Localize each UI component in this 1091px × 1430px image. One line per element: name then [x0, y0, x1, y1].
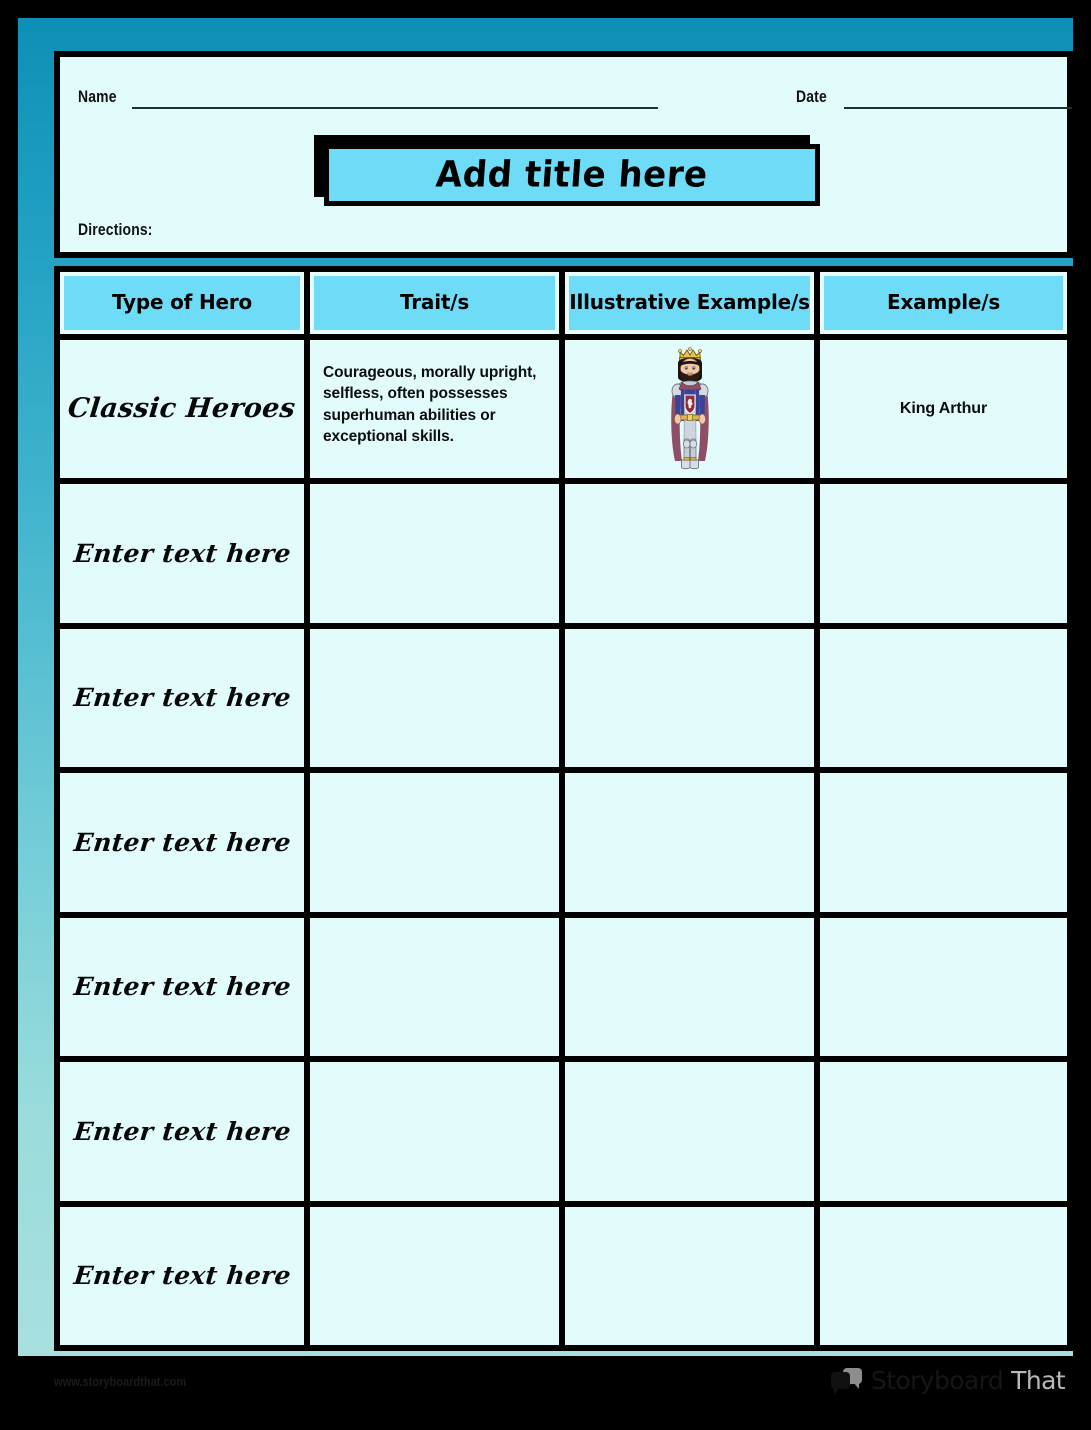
- king-arthur-icon: [658, 343, 722, 475]
- table-header-label: Trait/s: [400, 290, 470, 315]
- header-panel: [54, 51, 1073, 258]
- cell-traits[interactable]: [310, 773, 559, 911]
- hero-types-table: [54, 266, 1073, 1351]
- table-row: [60, 340, 1067, 478]
- cell-traits[interactable]: [310, 1062, 559, 1200]
- cell-example[interactable]: [820, 1207, 1067, 1345]
- header-pill: [569, 276, 810, 330]
- table-header-cell-traits: [310, 272, 559, 334]
- cell-type-of-hero[interactable]: [60, 629, 304, 767]
- cell-example[interactable]: [820, 1062, 1067, 1200]
- cell-text: Courageous, morally upright, selfless, often possesses superhuman abilities or exceptional skills.: [323, 364, 537, 446]
- cell-type-of-hero[interactable]: [60, 340, 304, 478]
- table-header-cell-examples: [820, 272, 1067, 334]
- cell-placeholder-text: Enter text here: [72, 1261, 292, 1291]
- cell-example[interactable]: [820, 484, 1067, 622]
- cell-type-of-hero[interactable]: [60, 1207, 304, 1345]
- title-box[interactable]: [324, 144, 820, 206]
- table-row: [60, 918, 1067, 1056]
- cell-illustrative-example[interactable]: [565, 484, 814, 622]
- table-row: [60, 1207, 1067, 1345]
- cell-traits[interactable]: [310, 629, 559, 767]
- cell-traits[interactable]: [310, 340, 559, 478]
- date-label: Date: [796, 87, 827, 106]
- cell-example[interactable]: [820, 629, 1067, 767]
- cell-placeholder-text: Enter text here: [72, 972, 292, 1002]
- header-pill: [314, 276, 555, 330]
- cell-example[interactable]: [820, 773, 1067, 911]
- table-header-label: Illustrative Example/s: [569, 290, 810, 315]
- table-header-cell-illustrative-examples: [565, 272, 814, 334]
- table-header-row: [60, 272, 1067, 334]
- footer: [54, 1358, 1073, 1414]
- cell-illustrative-example[interactable]: [565, 773, 814, 911]
- cell-example[interactable]: [820, 340, 1067, 478]
- footer-url[interactable]: www.storyboardthat.com: [54, 1374, 187, 1389]
- name-label: Name: [78, 87, 117, 106]
- table-row: [60, 1062, 1067, 1200]
- table-header-label: Type of Hero: [111, 290, 253, 315]
- table-row: [60, 629, 1067, 767]
- table-row: [60, 773, 1067, 911]
- cell-text: Classic Heroes: [66, 393, 298, 425]
- cell-type-of-hero[interactable]: [60, 484, 304, 622]
- name-date-row: [60, 79, 1067, 113]
- date-input-line[interactable]: [844, 107, 1072, 109]
- title-box-wrapper: [314, 135, 826, 207]
- table-row: [60, 484, 1067, 622]
- decorative-teal-frame: [18, 18, 1073, 1395]
- logo-word-storyboard: Storyboard: [870, 1366, 1004, 1395]
- cell-placeholder-text: Enter text here: [72, 539, 292, 568]
- name-input-line[interactable]: [132, 107, 658, 109]
- cell-placeholder-text: Enter text here: [72, 827, 292, 857]
- cell-illustrative-example[interactable]: [565, 1062, 814, 1200]
- cell-illustrative-example[interactable]: [565, 629, 814, 767]
- cell-placeholder-text: Enter text here: [72, 683, 292, 713]
- cell-traits[interactable]: [310, 484, 559, 622]
- cell-type-of-hero[interactable]: [60, 918, 304, 1056]
- cell-type-of-hero[interactable]: [60, 773, 304, 911]
- logo-word-that: That: [1011, 1366, 1065, 1395]
- cell-type-of-hero[interactable]: [60, 1062, 304, 1200]
- speech-bubbles-icon: [831, 1367, 863, 1395]
- cell-illustrative-example[interactable]: [565, 918, 814, 1056]
- worksheet-sheet: [54, 51, 1073, 1351]
- cell-illustrative-example[interactable]: [565, 340, 814, 478]
- cell-traits[interactable]: [310, 1207, 559, 1345]
- directions-label: Directions:: [78, 220, 153, 239]
- title-placeholder-text: Add title here: [434, 153, 710, 197]
- cell-traits[interactable]: [310, 918, 559, 1056]
- header-pill: [64, 276, 300, 330]
- table-header-label: Example/s: [886, 290, 1001, 315]
- cell-placeholder-text: Enter text here: [72, 1116, 292, 1146]
- header-pill: [824, 276, 1063, 330]
- speech-bubble-front-icon: [831, 1372, 850, 1389]
- cell-illustrative-example[interactable]: [565, 1207, 814, 1345]
- storyboardthat-logo[interactable]: [831, 1366, 1065, 1395]
- cell-example[interactable]: [820, 918, 1067, 1056]
- table-header-cell-type-of-hero: [60, 272, 304, 334]
- cell-text: King Arthur: [899, 400, 988, 418]
